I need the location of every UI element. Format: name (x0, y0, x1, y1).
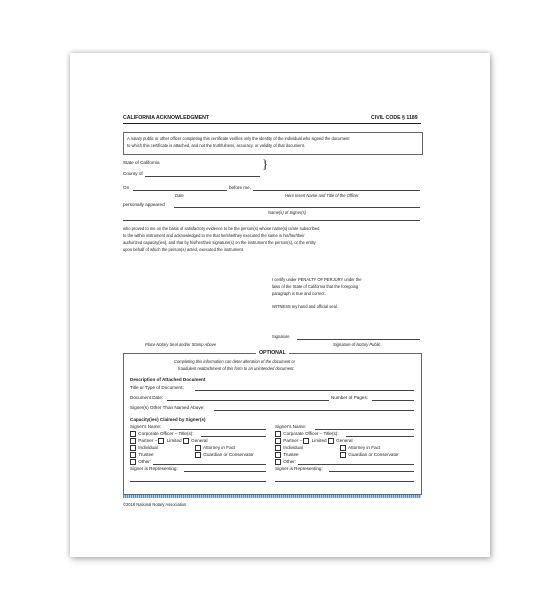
guardian-checkbox[interactable] (340, 452, 346, 458)
general-checkbox[interactable] (183, 438, 189, 444)
other-option (275, 459, 296, 465)
attorney-label: Attorney in Fact (348, 445, 381, 451)
trustee-option (130, 452, 154, 458)
guardian-option (340, 452, 399, 458)
general-checkbox[interactable] (328, 438, 334, 444)
number-of-pages-label: Number of Pages: (331, 395, 369, 400)
signature-caption: Signature of Notary Public (333, 342, 381, 347)
attorney-checkbox[interactable] (340, 445, 346, 451)
body-line-1: who proved to me on the basis of satisfactory evidence to be the person(s) whose name(s) is/are subscribed (123, 226, 320, 231)
civil-code-label: CIVIL CODE § 1189 (371, 115, 418, 121)
other-checkbox[interactable] (275, 459, 281, 465)
other-checkbox[interactable] (130, 459, 136, 465)
trustee-label: Trustee (138, 452, 154, 458)
other-signers-field[interactable] (214, 410, 414, 411)
certify-line-3: paragraph is true and correct. (272, 291, 326, 296)
certify-line-1: I certify under PENALTY OF PERJURY under the (272, 277, 362, 282)
other-field[interactable] (298, 464, 414, 465)
acknowledgment-form-page (70, 53, 490, 557)
body-line-2: to the within instrument and acknowledged to me that he/she/they executed the same in his/her/their (123, 233, 305, 238)
corporate-title-field[interactable] (201, 436, 266, 437)
corporate-officer-checkbox[interactable] (275, 431, 281, 437)
witness-text: WITNESS my hand and official seal. (272, 304, 338, 309)
other-field[interactable] (153, 464, 266, 465)
corporate-title-field[interactable] (346, 436, 414, 437)
representing-field-2[interactable] (275, 481, 414, 482)
on-label: On (123, 185, 130, 190)
partner-checkbox[interactable] (130, 438, 136, 444)
body-line-4: upon behalf of which the person(s) acted, executed the instrument. (123, 247, 245, 252)
representing-label: Signer is Representing: (275, 466, 323, 471)
individual-option (130, 445, 158, 451)
representing-label: Signer is Representing: (130, 466, 178, 471)
document-date-field[interactable] (167, 400, 329, 401)
capacity-heading: Capacity(ies) Claimed by Signer(s) (130, 417, 206, 422)
trustee-checkbox[interactable] (275, 452, 281, 458)
title-type-field[interactable] (195, 390, 414, 391)
trustee-checkbox[interactable] (130, 452, 136, 458)
signature-label: Signature (272, 334, 290, 339)
partner-label: Partner – (283, 438, 303, 444)
representing-field-2[interactable] (130, 481, 266, 482)
signer-names-field[interactable] (174, 207, 420, 208)
document-date-label: Document Date: (130, 395, 164, 400)
optional-title: OPTIONAL (256, 350, 289, 356)
trustee-option (275, 452, 299, 458)
date-caption: Date (175, 193, 184, 198)
corporate-officer-option (275, 431, 339, 437)
notice-line-2: to which this certificate is attached, and not the truthfulness, accuracy, or validity of that document. (127, 143, 305, 148)
partner-option (130, 438, 207, 444)
officer-name-field[interactable] (253, 190, 420, 191)
limited-checkbox[interactable] (303, 438, 309, 444)
partner-checkbox[interactable] (275, 438, 281, 444)
corporate-officer-checkbox[interactable] (130, 431, 136, 437)
limited-label: Limited (311, 438, 327, 444)
number-of-pages-field[interactable] (372, 400, 414, 401)
body-line-3: authorized capacity(ies), and that by his/her/their signature(s) on the instrument the person(s), or the entity (123, 240, 316, 245)
seal-caption: Place Notary Seal and/or Stamp Above (145, 342, 217, 347)
county-field[interactable] (145, 176, 260, 177)
date-field[interactable] (133, 190, 227, 191)
signer-name-field[interactable] (315, 429, 414, 430)
corporate-officer-option (130, 431, 194, 437)
representing-field[interactable] (329, 471, 414, 472)
signer-name-label: Signer's Name: (275, 424, 307, 429)
limited-checkbox[interactable] (158, 438, 164, 444)
corporate-officer-label: Corporate Officer – Title(s): (283, 431, 339, 437)
other-label: Other: (138, 459, 152, 465)
limited-label: Limited (166, 438, 182, 444)
personally-appeared-label: personally appeared (123, 202, 165, 207)
notary-signature-field[interactable] (297, 339, 420, 340)
signer-name-field[interactable] (170, 429, 266, 430)
bottom-blue-bar (123, 495, 421, 498)
trustee-label: Trustee (283, 452, 299, 458)
individual-option (275, 445, 303, 451)
individual-label: Individual (283, 445, 303, 451)
header-rule (123, 123, 421, 124)
officer-caption: Here Insert Name and Title of the Officer (285, 193, 359, 198)
guardian-checkbox[interactable] (195, 452, 201, 458)
guardian-option (195, 452, 254, 458)
other-signers-label: Signer(s) Other Than Named Above: (130, 405, 205, 410)
individual-checkbox[interactable] (275, 445, 281, 451)
optional-intro-1: Completing this information can deter alteration of the document or (174, 359, 296, 364)
attorney-checkbox[interactable] (195, 445, 201, 451)
guardian-label: Guardian or Conservator (203, 452, 254, 458)
general-label: General (336, 438, 353, 444)
general-label: General (191, 438, 208, 444)
signer-caption: Name(s) of Signer(s) (268, 210, 306, 215)
corporate-officer-label: Corporate Officer – Title(s): (138, 431, 194, 437)
before-me-label: before me, (229, 185, 251, 190)
partner-option (275, 438, 352, 444)
attorney-option (195, 445, 235, 451)
guardian-label: Guardian or Conservator (348, 452, 399, 458)
certify-line-2: laws of the State of California that the foregoing (272, 284, 359, 289)
individual-checkbox[interactable] (130, 445, 136, 451)
form-title: CALIFORNIA ACKNOWLEDGMENT (123, 115, 210, 121)
signer-names-field-2[interactable] (123, 220, 420, 221)
state-label: State of California (123, 160, 160, 165)
attorney-label: Attorney in Fact (203, 445, 236, 451)
description-heading: Description of Attached Document (130, 377, 206, 382)
title-type-label: Title or Type of Document: (130, 385, 184, 390)
individual-label: Individual (138, 445, 158, 451)
notice-line-1: A notary public or other officer completing this certificate verifies only the identity of the individual who signed the document (127, 136, 350, 141)
venue-brace: } (262, 156, 269, 171)
representing-field[interactable] (184, 471, 266, 472)
partner-label: Partner – (138, 438, 158, 444)
footer-copyright: ©2018 National Notary Association (123, 502, 187, 507)
optional-intro-2: fraudulent reattachment of this form to an unintended document. (178, 366, 295, 371)
other-label: Other: (283, 459, 297, 465)
other-option (130, 459, 151, 465)
attorney-option (340, 445, 380, 451)
signer-name-label: Signer's Name: (130, 424, 162, 429)
county-label: County of (123, 171, 143, 176)
optional-section-box (123, 353, 422, 495)
